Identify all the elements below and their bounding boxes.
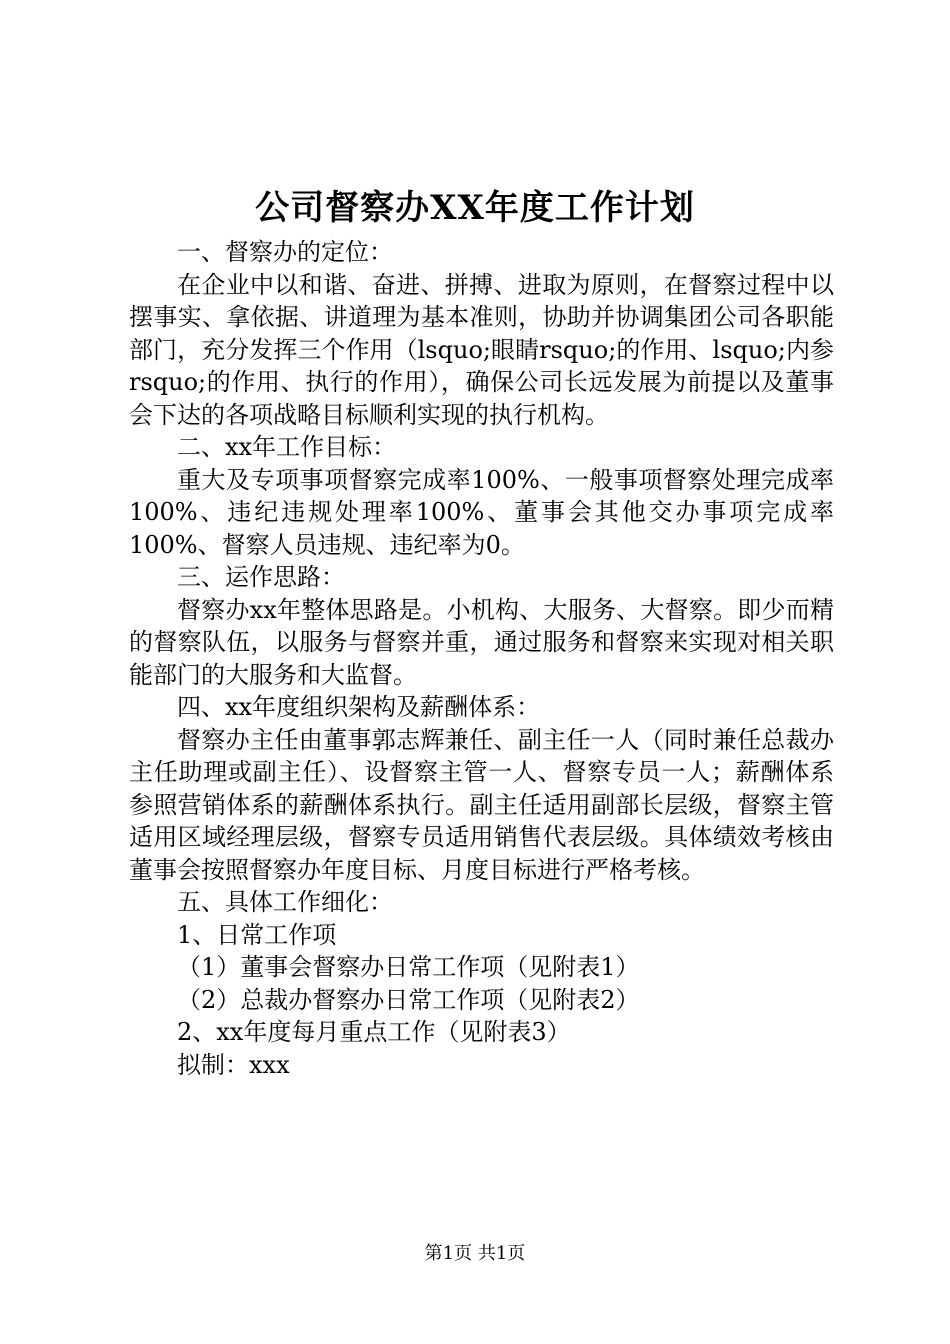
paragraph-approach: 督察办xx年整体思路是。小机构、大服务、大督察。即少而精的督察队伍，以服务与督察并重，通过服务和督察来实现对相关职能部门的大服务和大监督。: [129, 595, 834, 689]
section-heading-goals: 二、xx年工作目标：: [177, 433, 397, 461]
section-heading-positioning: 一、督察办的定位：: [177, 238, 393, 266]
section-heading-approach: 三、运作思路：: [177, 563, 345, 591]
paragraph-goals: 重大及专项事项督察完成率100%、一般事项督察处理完成率100%、违纪违规处理率100%、董事会其他交办事项完成率100%、督察人员违规、违纪率为0。: [129, 465, 834, 559]
section-heading-organization: 四、xx年度组织架构及薪酬体系：: [177, 693, 541, 721]
list-item-president-daily: （2）总裁办督察办日常工作项（见附表2）: [177, 985, 640, 1014]
paragraph-organization: 督察办主任由董事郭志辉兼任、副主任一人（同时兼任总裁办主任助理或副主任）、设督察主管一人、督察专员一人；薪酬体系参照营销体系的薪酬体系执行。副主任适用副部长层级，督察主管适用区域经理层级，督察专员适用销售代表层级。具体绩效考核由董事会按照督察办年度目标、月度目标进行严格考核。: [129, 725, 834, 884]
section-heading-details: 五、具体工作细化：: [177, 888, 393, 916]
list-item-daily-work: 1、日常工作项: [177, 920, 337, 949]
page-footer: 第1页 共1页: [424, 1243, 526, 1264]
document-title: 公司督察办XX年度工作计划: [255, 188, 695, 228]
paragraph-positioning: 在企业中以和谐、奋进、拼搏、进取为原则，在督察过程中以摆事实、拿依据、讲道理为基本准则，协助并协调集团公司各职能部门，充分发挥三个作用（lsquo;眼睛rsquo;的作用、lsquo;内参rsquo;的作用、执行的作用），确保公司长远发展为前提以及董事会下达的各项战略目标顺利实现的执行机构。: [129, 270, 834, 429]
list-item-board-daily: （1）董事会督察办日常工作项（见附表1）: [177, 953, 640, 981]
author-line: 拟制：xxx: [177, 1050, 290, 1079]
list-item-monthly-key-work: 2、xx年度每月重点工作（见附表3）: [177, 1018, 571, 1046]
document-body: [129, 236, 834, 1081]
